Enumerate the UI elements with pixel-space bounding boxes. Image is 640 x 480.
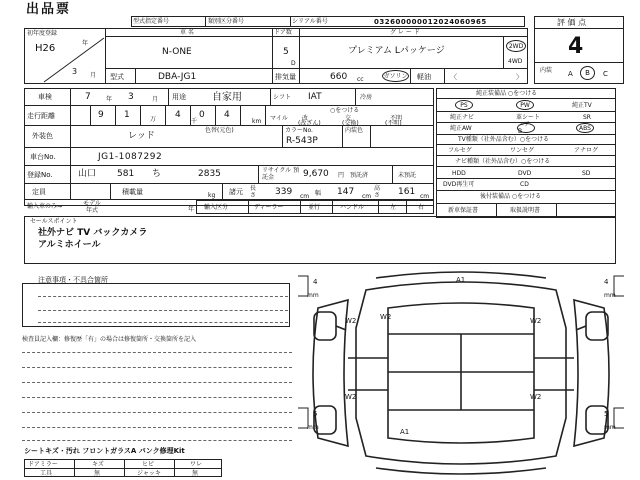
option-tv: 純正TV	[572, 102, 592, 109]
navi-type-sd: SD	[582, 170, 591, 177]
inspection-month-unit: 月	[152, 96, 159, 103]
score-label: 評 価 点	[557, 18, 587, 27]
damage-w2-4: W2	[345, 393, 357, 401]
legend-value-2: 無	[94, 470, 101, 477]
tire-unit-bottom-right: mm	[604, 424, 616, 431]
plate-kana: ち	[152, 169, 162, 179]
meter-sub-2: (交換)	[342, 120, 359, 127]
recycle-status: 預託済	[350, 172, 369, 179]
vehicle-name-value: N-ONE	[162, 47, 192, 57]
model-label: 型式	[110, 73, 124, 81]
caution-header: 注意事項・不具合箇所	[38, 276, 108, 284]
tire-unit-top-left: mm	[307, 292, 319, 299]
ac-label: 冷房	[360, 94, 373, 101]
doors-sub: D	[291, 60, 296, 67]
option-sr: SR	[583, 114, 591, 121]
fuel-gasoline-circled: ガソリン	[382, 70, 409, 82]
sales-point-line2: アルミホイール	[38, 240, 101, 250]
navi-type-header: ナビ種類（社外品含む）○をつける	[455, 158, 551, 165]
doors-value: 5	[283, 47, 289, 57]
warranty-label: 新車保証書	[448, 207, 479, 214]
capacity-label: 定員	[32, 188, 46, 196]
legend-header-1: ドアミラー	[28, 461, 58, 468]
inspection-year: 7	[85, 92, 91, 102]
color-no-label: カラーNo.	[285, 127, 313, 134]
import-label: 輸入車のみ→	[27, 203, 63, 210]
height-value: 161	[398, 187, 416, 197]
option-ps-circled: PS	[455, 100, 473, 110]
tire-depth-top-left: 4	[313, 278, 318, 286]
grade-value: プレミアム Lパッケージ	[348, 46, 445, 56]
tire-depth-bottom-right: 5	[604, 410, 609, 418]
sales-point-box	[24, 216, 616, 264]
fuel-kei: 軽油	[417, 73, 431, 81]
interior-grade-b-circled: B	[580, 66, 595, 80]
option-airbag-circled: エアB	[517, 123, 535, 133]
tire-depth-top-right: 4	[604, 278, 609, 286]
plate-number: 2835	[198, 169, 221, 179]
handle-left: 左	[390, 204, 397, 211]
registration-year-unit: 年	[82, 40, 89, 47]
damage-w2-1: W2	[380, 313, 392, 321]
model-designation-label: 型式指定番号	[133, 18, 170, 25]
plate-region: 山口	[78, 169, 97, 179]
drive-4wd: 4WD	[508, 58, 523, 65]
color-change-label: 色替(元色)	[205, 127, 234, 134]
mileage-mile-label: マイル	[270, 115, 288, 122]
meter-option-2: 交	[345, 115, 352, 122]
damage-w2-2: W2	[345, 317, 357, 325]
interior-label: 内装	[540, 67, 553, 74]
import-dealer: ディーラー	[254, 204, 284, 211]
tv-type-oneseg: ワンセグ	[510, 147, 535, 154]
legend-header-2: キズ	[92, 461, 104, 468]
registration-month-unit: 月	[90, 72, 97, 79]
tv-type-fullseg: フルセグ	[448, 147, 472, 154]
sales-point-line1: 社外ナビ TV バックカメラ	[38, 228, 148, 238]
drive-2wd-circled: 2WD	[506, 40, 526, 52]
sheet-title: 出品票	[26, 2, 72, 17]
bottom-note: シートキズ・汚れ フロントガラスA パンク修理Kit	[24, 447, 185, 455]
interior-grade-a: A	[568, 70, 573, 78]
mileage-digit-3: 4	[175, 110, 181, 120]
displacement-unit: cc	[357, 76, 364, 83]
length-label: 長さ	[250, 185, 257, 199]
mileage-unit-km: km	[252, 118, 262, 125]
shift-label: シフト	[273, 94, 292, 101]
caution-box	[22, 283, 290, 327]
meter-sub-1: (改ざん)	[298, 120, 321, 127]
inspection-month: 3	[128, 92, 134, 102]
recycle-label: リサイクル 預託金	[262, 167, 300, 181]
recycle-none: 未預託	[398, 172, 417, 179]
meter-option-1: 改	[302, 115, 309, 122]
first-registration-label: 初年度登録	[27, 30, 58, 37]
damage-w2-5: W2	[530, 393, 542, 401]
displacement-label: 排気量	[275, 73, 296, 81]
fuel-other-close: 〉	[516, 73, 523, 81]
legend-value-1: 工具	[40, 470, 53, 477]
inspection-label: 車検	[38, 93, 52, 101]
registration-month: 3	[72, 67, 78, 76]
legend-header-4: ワレ	[190, 461, 203, 468]
width-value: 147	[337, 187, 355, 197]
load-unit: kg	[208, 192, 216, 199]
mileage-digit-4: 0	[199, 110, 205, 120]
inspection-year-unit: 年	[106, 96, 113, 103]
meter-sub-3: (不明)	[385, 120, 402, 127]
handle-right: 右	[418, 204, 425, 211]
tire-depth-bottom-left: 5	[313, 410, 318, 418]
legend-value-4: 無	[192, 470, 199, 477]
dvd-playback-label: DVD再生可	[443, 181, 475, 188]
option-aw: 純正AW	[450, 125, 472, 132]
plate-class-no: 581	[117, 169, 135, 179]
manual-label: 取扱説明書	[510, 207, 541, 214]
option-abs-circled: ABS	[576, 123, 594, 133]
height-label: 高さ	[374, 185, 381, 199]
handle-label: ハンドル	[340, 204, 365, 211]
displacement-value: 660	[330, 72, 348, 82]
damage-w2-3: W2	[530, 317, 542, 325]
options-header: 純正装備品 ○をつける	[476, 90, 538, 97]
tire-unit-top-right: mm	[604, 292, 616, 299]
import-parallel: 並行	[308, 204, 321, 211]
meter-change-hint: ○をつける	[330, 107, 360, 114]
damage-a1-top: A1	[456, 276, 466, 284]
interior-grade-c: C	[603, 70, 608, 78]
meter-option-3: 不明	[390, 115, 403, 122]
option-leather: 革シート	[516, 114, 541, 121]
chassis-value: JG1-1087292	[98, 152, 163, 162]
mileage-unit-man: 万	[150, 116, 157, 123]
vehicle-name-label: 車 名	[180, 29, 194, 36]
cd-label: CD	[520, 181, 529, 188]
width-label: 幅	[315, 190, 322, 197]
later-equipment-header: 後付装備品 ○をつける	[480, 193, 542, 200]
navi-type-dvd: DVD	[518, 170, 532, 177]
exterior-color-value: レッド	[128, 131, 155, 141]
size-label: 諸元	[229, 188, 243, 196]
usage-value: 自家用	[212, 92, 242, 103]
category-label: 類別区分番号	[208, 18, 245, 25]
import-type-label: 輸入区分	[204, 204, 229, 211]
mileage-unit-sen: 千	[191, 118, 198, 125]
length-unit: cm	[300, 193, 310, 200]
inspector-header: 検査員記入欄：修復歴「有」の場合は修復箇所・交換箇所を記入	[22, 336, 197, 343]
grade-label: グ レ ー ド	[390, 29, 420, 36]
exterior-color-label: 外装色	[32, 132, 53, 140]
load-label: 積載量	[122, 188, 143, 196]
mileage-label: 走行距離	[27, 112, 55, 120]
navi-type-hdd: HDD	[452, 170, 466, 177]
recycle-value: 9,670	[303, 169, 329, 179]
model-value: DBA-JG1	[158, 72, 197, 82]
tire-unit-bottom-left: mm	[307, 424, 319, 431]
fuel-other-open: 〈	[450, 73, 457, 81]
option-pw-circled: PW	[516, 100, 534, 110]
mileage-digit-2: 1	[124, 110, 130, 120]
plate-label: 登録No.	[27, 171, 53, 179]
chassis-label: 車台No.	[30, 153, 56, 161]
legend-header-3: ヒビ	[142, 461, 155, 468]
doors-label: ドア数	[274, 29, 292, 36]
serial-value: 032600000012024060965	[374, 18, 487, 26]
height-unit: cm	[420, 193, 430, 200]
damage-a1-bottom: A1	[400, 428, 410, 436]
recycle-unit: 円	[338, 172, 345, 179]
tv-type-analog: アナログ	[574, 147, 599, 154]
mileage-digit-5: 4	[224, 110, 230, 120]
sales-point-header: セールスポイント	[30, 218, 78, 225]
interior-color-label: 内装色	[345, 127, 364, 134]
score-value: 4	[568, 34, 584, 59]
width-unit: cm	[362, 193, 372, 200]
model-year-label: モデル 年式	[83, 200, 101, 214]
serial-label: シリアル番号	[292, 18, 328, 25]
shift-value: IAT	[308, 92, 322, 102]
usage-label: 用途	[172, 93, 186, 101]
car-damage-diagram	[296, 268, 626, 478]
length-value: 339	[275, 187, 293, 197]
legend-value-3: ジャッキ	[137, 470, 161, 477]
import-year-unit: 年	[188, 206, 195, 213]
registration-era-year: H26	[35, 43, 56, 54]
tv-type-header: TV種類（社外品含む）○をつける	[458, 136, 550, 143]
option-navi: 純正ナビ	[450, 114, 475, 121]
color-no-value: R-543P	[286, 136, 318, 146]
mileage-digit-1: 9	[98, 110, 104, 120]
